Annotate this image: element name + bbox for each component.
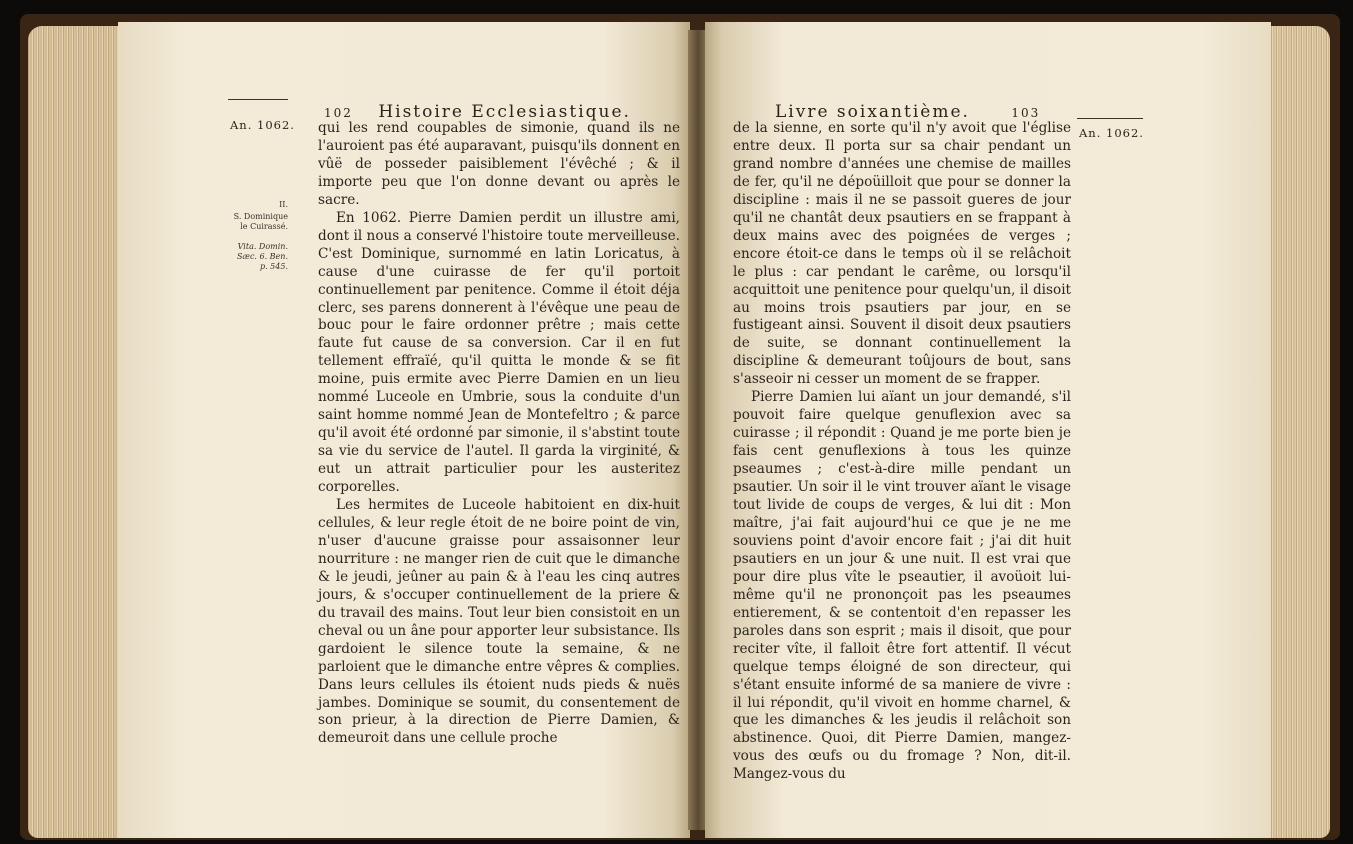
running-head-title-left: Histoire Ecclesiastique. bbox=[378, 102, 631, 122]
margin-note-subject: S. Dominique le Cuirassé. bbox=[233, 212, 288, 231]
body-text-right bbox=[733, 120, 1071, 784]
page-number-left: 102 bbox=[324, 106, 353, 120]
right-page bbox=[705, 22, 1271, 838]
margin-note-section: II. bbox=[279, 200, 288, 209]
paragraph-right-2: Pierre Damien lui aïant un jour demandé, s'il pouvoit faire quelque genuflexion avec sa cuirasse ; il répondit : Quand je me porte bien je fais cent genuflexions à tous les quinze pseaumes ; c'est-à-dire mille pendant un psautier. Un soir il le vint trouver aïant le visage tout livide de coups de verges, & lui dit : Mon maître, j'ai fait aujourd'hui ce que je ne me souviens point d'avoir encore fait ; j'ai dit huit psautiers en un jour & une nuit. Il est vrai que pour dire plus vîte le pseautier, il avoüoit lui-même qu'il ne prononçoit pas les pseaumes entierement, & se contentoit d'en repasser les paroles dans son esprit ; mais il disoit, que pour reciter vîte, il falloit être fort attentif. Il vécut quelque temps éloigné de son directeur, qui s'étant ensuite informé de sa maniere de vivre : il lui répondit, qu'il vivoit en homme charnel, & que les dimanches & les jeudis il relâchoit son abstinence. Quoi, dit Pierre Damien, mangez-vous des œufs ou du fromage ? Non, dit-il. Mangez-vous du bbox=[733, 389, 1071, 783]
year-note-left: An. 1062. bbox=[230, 118, 295, 132]
paragraph-right-1: de la sienne, en sorte qu'il n'y avoit que l'église entre deux. Il porta sur sa chair pendant un grand nombre d'années une chemise de mailles de fer, qu'il ne dépoüilloit que pour se donner la discipline : mais il ne se passoit gueres de jour qu'il ne chantât deux psautiers en se frappant à deux mains avec des poignées de verges ; encore étoit-ce dans le temps où il se relâchoit le plus : car pendant le carême, ou lorsqu'il acquittoit une penitence pour quelqu'un, il disoit au moins trois psautiers par jour, en se fustigeant ainsi. Souvent il disoit deux psautiers de suite, se donnant continuellement la discipline & demeurant toûjours de bout, sans s'asseoir ni cesser un moment de se frapper. bbox=[733, 120, 1071, 388]
running-head-title-right: Livre soixantième. bbox=[775, 102, 970, 122]
left-page bbox=[118, 22, 690, 838]
paragraph-left-3: Les hermites de Luceole habitoient en dix-huit cellules, & leur regle étoit de ne boire point de vin, n'user d'aucune graisse pour assaisonner leur nourriture : ne manger rien de cuit que le dimanche & le jeudi, jeûner au pain & à l'eau les cinq autres jours, & s'occuper continuellement de la priere & du travail des mains. Tout leur bien consistoit en un cheval ou un âne pour apporter leur subsistance. Ils gardoient le silence toute la semaine, & ne parloient que le dimanche entre vêpres & complies. Dans leurs cellules ils étoient nuds pieds & nuës jambes. Dominique se soumit, du consentement de son prieur, à la direction de Pierre Damien, & demeuroit dans une cellule proche bbox=[318, 497, 680, 747]
page-number-right: 103 bbox=[1011, 106, 1041, 120]
body-text-left bbox=[318, 120, 680, 748]
margin-note-source: Vita. Domin. Sæc. 6. Ben. p. 545. bbox=[236, 242, 288, 271]
paragraph-left-1: qui les rend coupables de simonie, quand ils ne l'auroient pas été auparavant, puisqu'ils donnent en vûë de posseder paisiblement l'évêché ; & il importe peu que l'on donne devant ou après le sacre. bbox=[318, 120, 680, 208]
year-note-right: An. 1062. bbox=[1079, 126, 1144, 140]
margin-rule-right bbox=[1077, 118, 1143, 119]
right-page-edges bbox=[1262, 26, 1330, 838]
left-page-edges bbox=[28, 26, 128, 838]
paragraph-left-2: En 1062. Pierre Damien perdit un illustre ami, dont il nous a conservé l'histoire toute merveilleuse. C'est Dominique, surnommé en latin Loricatus, à cause d'une cuirasse de fer qu'il portoit continuellement par penitence. Comme il étoit déja clerc, ses parens donnerent à l'évêque une peau de bouc pour le faire ordonner prêtre ; mais cette faute fut cause de sa conversion. Car il en fut tellement effraïé, qu'il quitta le monde & se fit moine, puis ermite avec Pierre Damien en un lieu nommé Luceole en Umbrie, sous la conduite d'un saint homme nommé Jean de Montefeltro ; & parce qu'il avoit été ordonné par simonie, il s'abstint toute sa vie du service de l'autel. Il garda la virginité, & eut un attrait particulier pour les austeritez corporelles. bbox=[318, 209, 680, 496]
margin-rule-left bbox=[228, 99, 288, 100]
